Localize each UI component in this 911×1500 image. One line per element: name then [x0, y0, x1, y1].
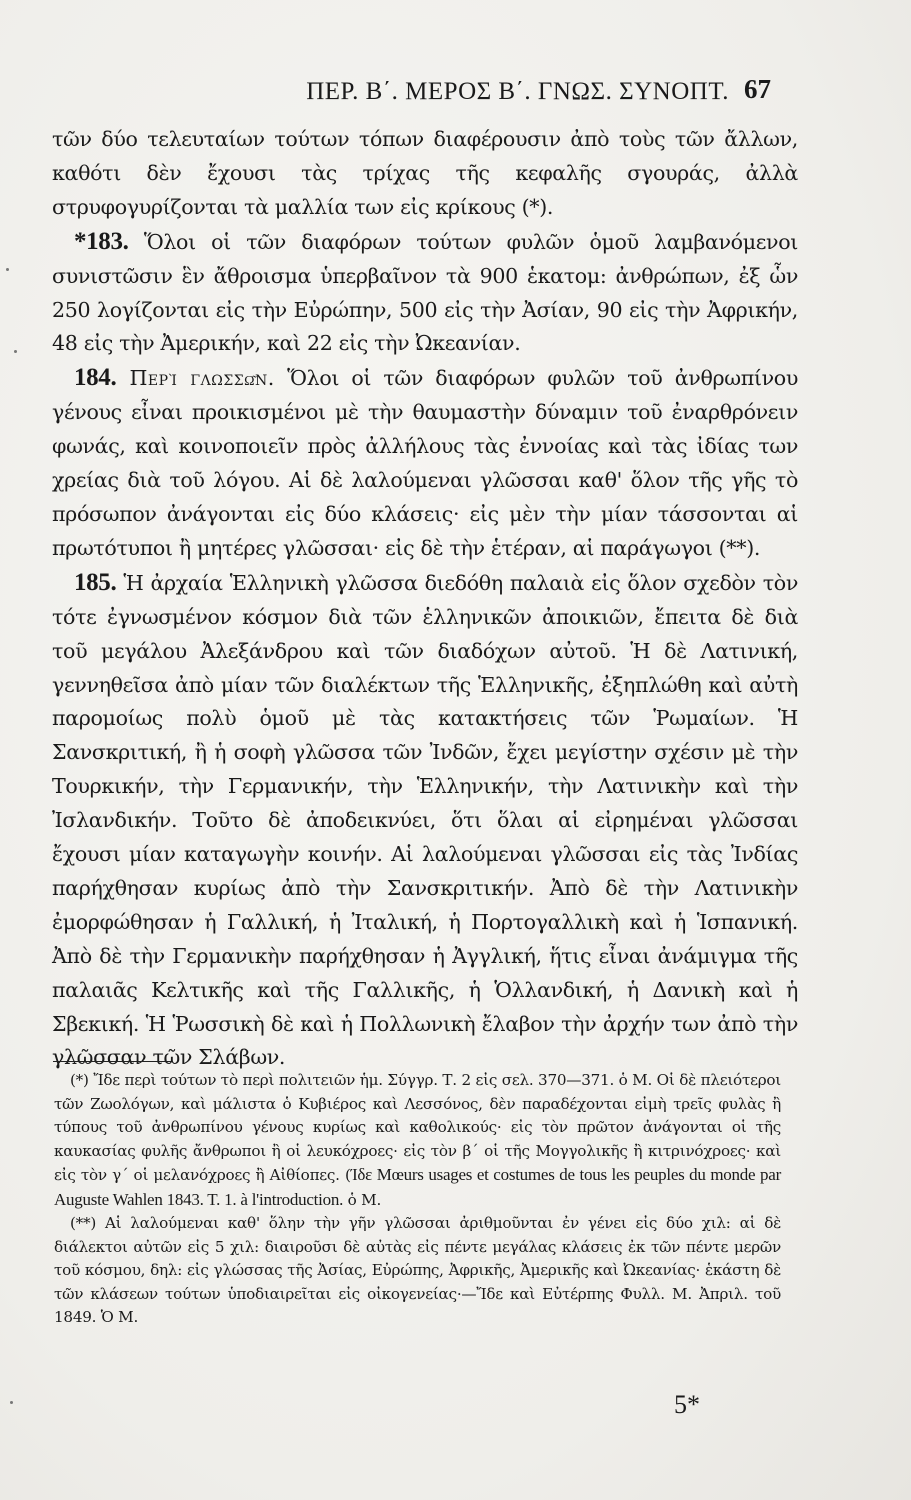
gutter-mark [14, 350, 17, 353]
gutter-mark [6, 268, 9, 271]
running-head [60, 76, 791, 106]
gutter-mark [10, 1401, 13, 1404]
footnote-1-end: ὁ Μ. [343, 1190, 382, 1209]
section-number: 184. [74, 364, 117, 392]
signature-mark: 5* [674, 1390, 700, 1419]
footnote-1 [54, 1069, 781, 1212]
section-number: 185. [74, 568, 117, 596]
section-183 [52, 225, 798, 362]
footnotes [54, 1069, 781, 1330]
page-number: 67 [744, 74, 771, 104]
section-number: *183. [74, 227, 129, 255]
footnote-rule [53, 1061, 171, 1062]
section-184 [52, 361, 798, 565]
footnote-1-text: (*) Ἴδε περὶ τούτων τὸ περὶ πολιτειῶν ἡμ. Σύγγρ. Τ. 2 εἰς σελ. 370—371. ὁ Μ. Οἱ δὲ πλειότεροι τῶν Ζωολόγων, καὶ μάλιστα ὁ Κυβιέρος καὶ Λεσσόνος, δὲν παραδέχονται εἰμὴ τρεῖς φυλὰς ἢ τύπους τοῦ ἀνθρωπίνου γένους κυρίως καὶ καθολικούς· εἰς τὸν πρῶτον ἀνάγονται οἱ τῆς καυκασίας φυλῆς ἄνθρωποι ἢ οἱ λευκόχροες· εἰς τὸν β΄ οἱ τῆς Μογγολικῆς ἢ κιτρινόχροες· καὶ εἰς τὸν γ΄ οἱ μελανόχροες ἢ Αἰθίοπες. ( [54, 1071, 781, 1184]
paragraph-continuation: τῶν δύο τελευταίων τούτων τόπων διαφέρουσιν ἀπὸ τοὺς τῶν ἄλλων, καθότι δὲν ἔχουσι τὰς τρίχας τῆς κεφαλῆς σγουράς, ἀλλὰ στρυφογυρίζονται τὰ μαλλία των εἰς κρίκους (*). [52, 127, 798, 219]
section-185 [52, 566, 798, 1076]
footnote-1-latin: Ίδε Mœurs usages et costumes de tous les peuples du monde par Auguste Wahlen 1843. T. 1. à l'introduction. [54, 1165, 781, 1209]
footnote-2: (**) Αἱ λαλούμεναι καθ' ὅλην τὴν γῆν γλῶσσαι ἀριθμοῦνται ἐν γένει εἰς δύο χιλ: αἱ δὲ διάλεκτοι αὐτῶν εἰς 5 χιλ: διαιροῦσι δὲ αὐτὰς εἰς πέντε μεγάλας κλάσεις ἐκ τῶν πέντε μερῶν τοῦ κόσμου, δηλ: εἰς γλώσσας τῆς Ἀσίας, Εὐρώπης, Ἀφρικῆς, Ἀμερικῆς καὶ Ὠκεανίας· ἑκάστη δὲ τῶν κλάσεων τούτων ὑποδιαιρεῖται εἰς οἰκογενείας·—Ἴδε καὶ Εὐτέρπης Φυλλ. Μ. Ἀπριλ. τοῦ 1849. Ὁ Μ. [54, 1214, 781, 1326]
section-text: Ὅλοι οἱ τῶν διαφόρων τούτων φυλῶν ὁμοῦ λαμβανόμενοι συνιστῶσιν ἓν ἄθροισμα ὑπερβαῖνον τὰ 900 ἑκατομ: ἀνθρώπων, ἐξ ὧν 250 λογίζονται εἰς τὴν Εὐρώπην, 500 εἰς τὴν Ἀσίαν, 90 εἰς τὴν Ἀφρικήν, 48 εἰς τὴν Ἀμερικήν, καὶ 22 εἰς τὴν Ὠκεανίαν. [52, 229, 798, 356]
section-heading: Περὶ γλωσσῶν. [116, 366, 275, 391]
body-text [52, 123, 798, 1075]
section-text: Ἡ ἀρχαία Ἑλληνικὴ γλῶσσα διεδόθη παλαιὰ εἰς ὅλον σχεδὸν τὸν τότε ἐγνωσμένον κόσμον διὰ τῶν ἑλληνικῶν ἀποικιῶν, ἔπειτα δὲ διὰ τοῦ μεγάλου Ἀλεξάνδρου καὶ τῶν διαδόχων αὐτοῦ. Ἡ δὲ Λατινική, γεννηθεῖσα ἀπὸ μίαν τῶν διαλέκτων τῆς Ἑλληνικῆς, ἐξηπλώθη καὶ αὐτὴ παρομοίως πολὺ ὁμοῦ μὲ τὰς κατακτήσεις τῶν Ῥωμαίων. Ἡ Σανσκριτική, ἢ ἡ σοφὴ γλῶσσα τῶν Ἰνδῶν, ἔχει μεγίστην σχέσιν μὲ τὴν Τουρκικήν, τὴν Γερμανικήν, τὴν Ἑλληνικήν, τὴν Λατινικὴν καὶ τὴν Ἰσλανδικήν. Τοῦτο δὲ ἀποδεικνύει, ὅτι ὅλαι αἱ εἰρημέναι γλῶσσαι ἔχουσι μίαν καταγωγὴν κοινήν. Αἱ λαλούμεναι γλῶσσαι εἰς τὰς Ἰνδίας παρήχθησαν κυρίως ἀπὸ τὴν Σανσκριτικήν. Ἀπὸ δὲ τὴν Λατινικὴν ἐμορφώθησαν ἡ Γαλλική, ἡ Ἰταλική, ἡ Πορτογαλλικὴ καὶ ἡ Ἱσπανική. Ἀπὸ δὲ τὴν Γερμανικὴν παρήχθησαν ἡ Ἀγγλική, ἥτις εἶναι ἀνάμιγμα τῆς παλαιᾶς Κελτικῆς καὶ τῆς Γαλλικῆς, ἡ Ὁλλανδική, ἡ Δανικὴ καὶ ἡ Σβεκική. Ἡ Ῥωσσικὴ δὲ καὶ ἡ Πολλωνικὴ ἔλαβον τὴν ἀρχήν των ἀπὸ τὴν γλῶσσαν τῶν Σλάβων. [52, 570, 798, 1070]
section-text: Ὅλοι οἱ τῶν διαφόρων φυλῶν τοῦ ἀνθρωπίνου γένους εἶναι προικισμένοι μὲ τὴν θαυμαστὴν δύναμιν τοῦ ἐναρθρόνειν φωνάς, καὶ κοινοποιεῖν πρὸς ἀλλήλους τὰς ἐννοίας καὶ τὰς ἰδίας των χρείας διὰ τοῦ λόγου. Αἱ δὲ λαλούμεναι γλῶσσαι καθ' ὅλον τῆς γῆς τὸ πρόσωπον ἀνάγονται εἰς δύο κλάσεις· εἰς μὲν τὴν μίαν τάσσονται αἱ πρωτότυποι ἢ μητέρες γλῶσσαι· εἰς δὲ τὴν ἑτέραν, αἱ παράγωγοι (**). [52, 366, 798, 560]
running-title: ΠΕΡ. Β΄. ΜΕΡΟΣ Β΄. ΓΝΩΣ. ΣΥΝΟΠΤ. [306, 78, 729, 105]
